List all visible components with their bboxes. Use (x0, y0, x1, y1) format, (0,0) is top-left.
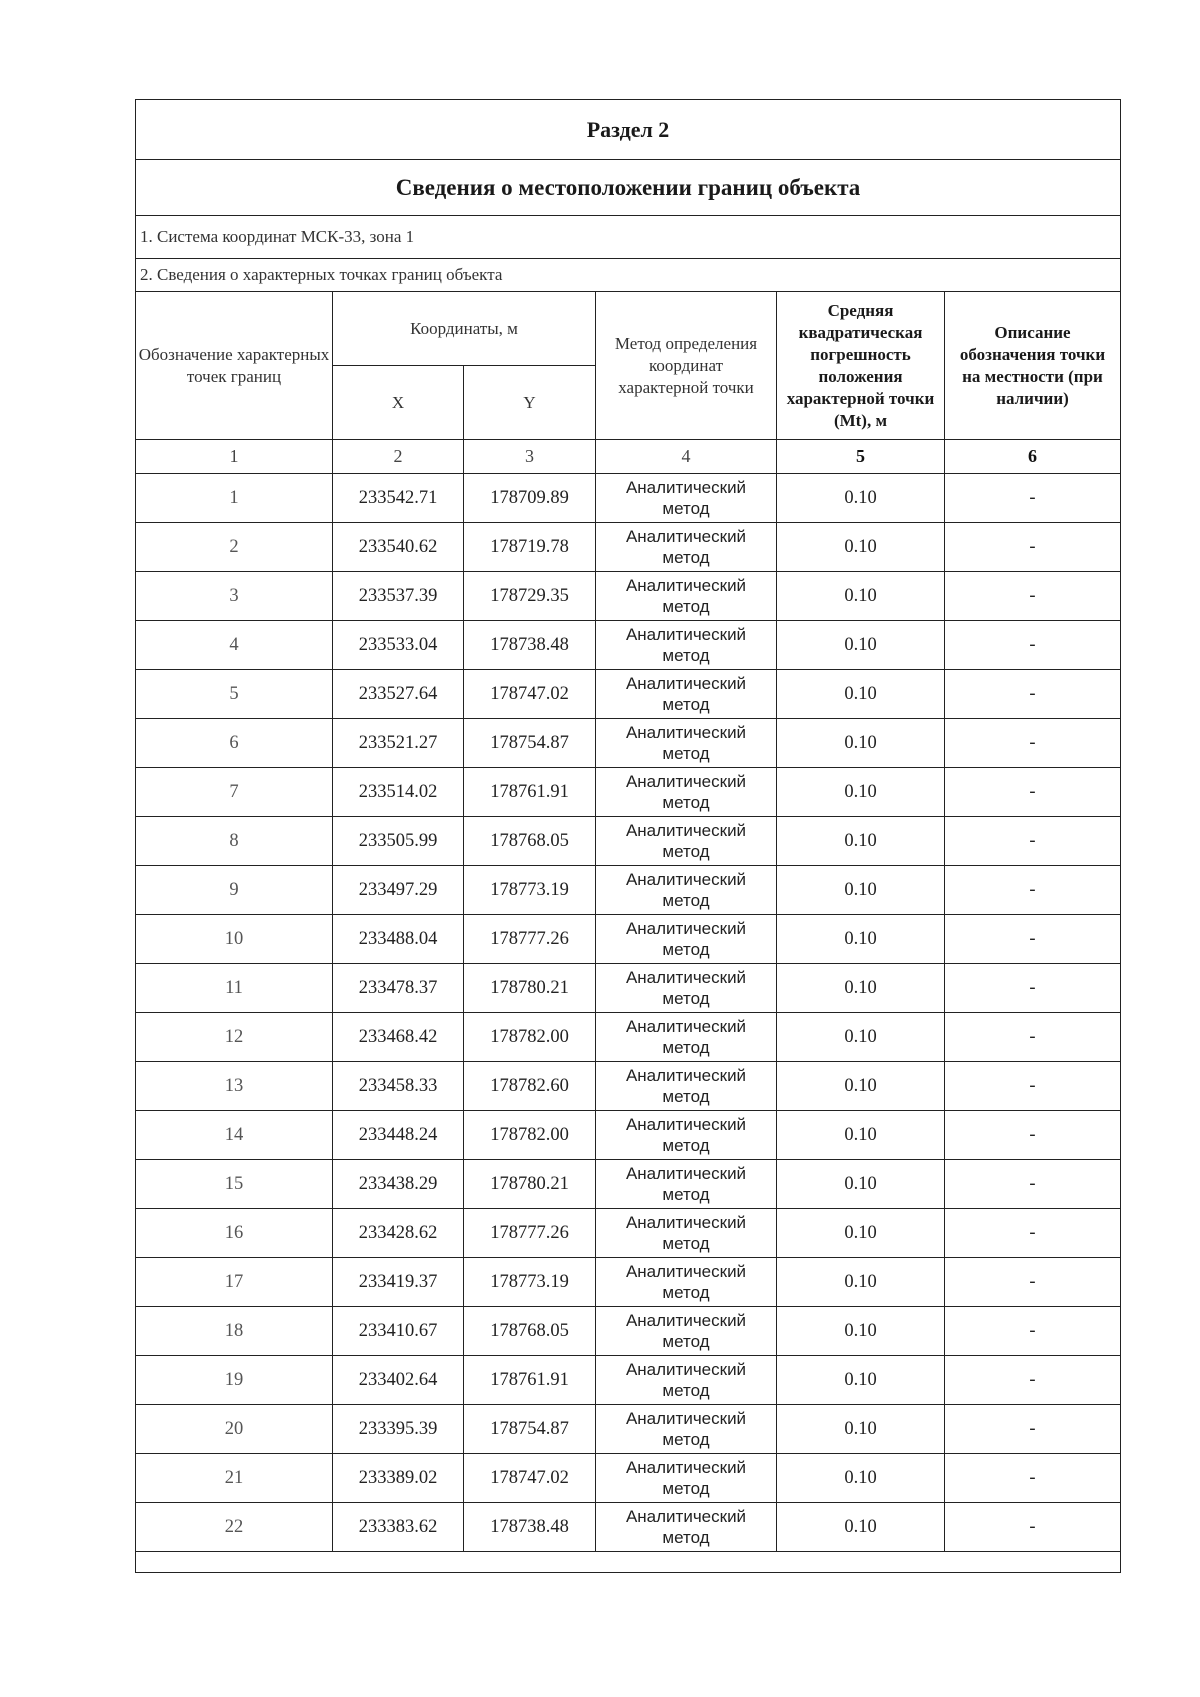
error-cell: 0.10 (777, 670, 945, 719)
point-number: 22 (136, 1503, 333, 1552)
table-row (136, 1307, 1121, 1356)
coord-x: 233478.37 (333, 964, 464, 1013)
point-number: 19 (136, 1356, 333, 1405)
point-number: 4 (136, 621, 333, 670)
table-row (136, 1503, 1121, 1552)
method-cell: Аналитический метод (596, 1258, 777, 1307)
table-row (136, 572, 1121, 621)
table-row (136, 866, 1121, 915)
method-cell: Аналитический метод (596, 866, 777, 915)
coord-x: 233402.64 (333, 1356, 464, 1405)
coord-x: 233468.42 (333, 1013, 464, 1062)
error-cell: 0.10 (777, 523, 945, 572)
point-number: 14 (136, 1111, 333, 1160)
col-number: 4 (596, 440, 777, 474)
point-number: 16 (136, 1209, 333, 1258)
method-cell: Аналитический метод (596, 1062, 777, 1111)
coord-y: 178777.26 (464, 915, 596, 964)
coord-x: 233540.62 (333, 523, 464, 572)
coord-y: 178709.89 (464, 474, 596, 523)
table-row (136, 523, 1121, 572)
error-cell: 0.10 (777, 1160, 945, 1209)
col-number: 1 (136, 440, 333, 474)
error-cell: 0.10 (777, 474, 945, 523)
error-cell: 0.10 (777, 1356, 945, 1405)
coord-x: 233542.71 (333, 474, 464, 523)
description-cell: - (945, 1062, 1121, 1111)
coord-x: 233521.27 (333, 719, 464, 768)
header-designation: Обозначение характерных точек границ (136, 292, 333, 440)
point-number: 21 (136, 1454, 333, 1503)
point-number: 9 (136, 866, 333, 915)
description-cell: - (945, 1356, 1121, 1405)
point-number: 7 (136, 768, 333, 817)
document-sheet (135, 99, 1120, 1573)
coord-y: 178768.05 (464, 1307, 596, 1356)
point-number: 2 (136, 523, 333, 572)
point-number: 12 (136, 1013, 333, 1062)
method-cell: Аналитический метод (596, 1307, 777, 1356)
coord-y: 178754.87 (464, 719, 596, 768)
method-cell: Аналитический метод (596, 817, 777, 866)
error-cell: 0.10 (777, 1111, 945, 1160)
table-row (136, 1062, 1121, 1111)
table-row (136, 1405, 1121, 1454)
coord-y: 178738.48 (464, 621, 596, 670)
error-cell: 0.10 (777, 915, 945, 964)
coord-y: 178782.60 (464, 1062, 596, 1111)
point-number: 11 (136, 964, 333, 1013)
error-cell: 0.10 (777, 1405, 945, 1454)
error-cell: 0.10 (777, 1062, 945, 1111)
coord-x: 233527.64 (333, 670, 464, 719)
boundary-table (135, 99, 1121, 1573)
coord-y: 178719.78 (464, 523, 596, 572)
table-row (136, 1356, 1121, 1405)
coord-y: 178729.35 (464, 572, 596, 621)
description-cell: - (945, 1258, 1121, 1307)
coord-x: 233488.04 (333, 915, 464, 964)
error-cell: 0.10 (777, 1503, 945, 1552)
document-subtitle: Сведения о местоположении границ объекта (136, 160, 1121, 216)
col-number: 3 (464, 440, 596, 474)
point-number: 17 (136, 1258, 333, 1307)
error-cell: 0.10 (777, 719, 945, 768)
coord-x: 233537.39 (333, 572, 464, 621)
method-cell: Аналитический метод (596, 1454, 777, 1503)
coord-x: 233448.24 (333, 1111, 464, 1160)
column-numbers-row (136, 440, 1121, 474)
table-row (136, 1209, 1121, 1258)
point-number: 20 (136, 1405, 333, 1454)
coord-x: 233514.02 (333, 768, 464, 817)
description-cell: - (945, 719, 1121, 768)
coord-y: 178738.48 (464, 1503, 596, 1552)
coord-y: 178768.05 (464, 817, 596, 866)
method-cell: Аналитический метод (596, 621, 777, 670)
coord-x: 233533.04 (333, 621, 464, 670)
coord-y: 178754.87 (464, 1405, 596, 1454)
description-cell: - (945, 474, 1121, 523)
table-row (136, 768, 1121, 817)
method-cell: Аналитический метод (596, 915, 777, 964)
method-cell: Аналитический метод (596, 719, 777, 768)
coord-x: 233428.62 (333, 1209, 464, 1258)
header-error: Средняя квадратическая погрешность положения характерной точки (Mt), м (777, 292, 945, 440)
points-info: 2. Сведения о характерных точках границ объекта (136, 259, 1121, 292)
description-cell: - (945, 964, 1121, 1013)
description-cell: - (945, 1111, 1121, 1160)
description-cell: - (945, 1013, 1121, 1062)
point-number: 18 (136, 1307, 333, 1356)
coord-x: 233410.67 (333, 1307, 464, 1356)
header-coordinates: Координаты, м (333, 292, 596, 366)
point-number: 10 (136, 915, 333, 964)
point-number: 6 (136, 719, 333, 768)
description-cell: - (945, 768, 1121, 817)
method-cell: Аналитический метод (596, 964, 777, 1013)
section-title: Раздел 2 (136, 100, 1121, 160)
method-cell: Аналитический метод (596, 1111, 777, 1160)
empty-cell (136, 1552, 1121, 1573)
error-cell: 0.10 (777, 1307, 945, 1356)
header-description: Описание обозначения точки на местности (при наличии) (945, 292, 1121, 440)
col-number: 6 (945, 440, 1121, 474)
method-cell: Аналитический метод (596, 474, 777, 523)
table-row (136, 1454, 1121, 1503)
coord-y: 178761.91 (464, 768, 596, 817)
coord-y: 178777.26 (464, 1209, 596, 1258)
table-row (136, 1013, 1121, 1062)
error-cell: 0.10 (777, 1454, 945, 1503)
description-cell: - (945, 1454, 1121, 1503)
method-cell: Аналитический метод (596, 1356, 777, 1405)
header-x: X (333, 366, 464, 440)
error-cell: 0.10 (777, 964, 945, 1013)
point-number: 13 (136, 1062, 333, 1111)
method-cell: Аналитический метод (596, 523, 777, 572)
table-row (136, 670, 1121, 719)
table-tail-row (136, 1552, 1121, 1573)
coord-y: 178782.00 (464, 1013, 596, 1062)
coord-x: 233389.02 (333, 1454, 464, 1503)
coord-x: 233458.33 (333, 1062, 464, 1111)
table-row (136, 817, 1121, 866)
description-cell: - (945, 1160, 1121, 1209)
coord-x: 233419.37 (333, 1258, 464, 1307)
table-row (136, 1258, 1121, 1307)
error-cell: 0.10 (777, 1013, 945, 1062)
error-cell: 0.10 (777, 1258, 945, 1307)
description-cell: - (945, 915, 1121, 964)
point-number: 3 (136, 572, 333, 621)
error-cell: 0.10 (777, 866, 945, 915)
coord-y: 178773.19 (464, 1258, 596, 1307)
header-method: Метод определения координат характерной точки (596, 292, 777, 440)
error-cell: 0.10 (777, 621, 945, 670)
table-row (136, 621, 1121, 670)
table-row (136, 964, 1121, 1013)
description-cell: - (945, 866, 1121, 915)
coord-y: 178782.00 (464, 1111, 596, 1160)
description-cell: - (945, 572, 1121, 621)
coord-x: 233438.29 (333, 1160, 464, 1209)
error-cell: 0.10 (777, 1209, 945, 1258)
method-cell: Аналитический метод (596, 768, 777, 817)
header-y: Y (464, 366, 596, 440)
table-row (136, 915, 1121, 964)
point-number: 5 (136, 670, 333, 719)
coord-x: 233505.99 (333, 817, 464, 866)
description-cell: - (945, 817, 1121, 866)
coordinate-system: 1. Система координат МСК-33, зона 1 (136, 216, 1121, 259)
description-cell: - (945, 670, 1121, 719)
description-cell: - (945, 621, 1121, 670)
error-cell: 0.10 (777, 768, 945, 817)
table-row (136, 1111, 1121, 1160)
coord-x: 233497.29 (333, 866, 464, 915)
col-number: 5 (777, 440, 945, 474)
method-cell: Аналитический метод (596, 1503, 777, 1552)
description-cell: - (945, 1209, 1121, 1258)
coord-y: 178747.02 (464, 1454, 596, 1503)
method-cell: Аналитический метод (596, 670, 777, 719)
table-row (136, 719, 1121, 768)
point-number: 15 (136, 1160, 333, 1209)
coord-y: 178773.19 (464, 866, 596, 915)
coord-y: 178780.21 (464, 964, 596, 1013)
method-cell: Аналитический метод (596, 1209, 777, 1258)
method-cell: Аналитический метод (596, 1405, 777, 1454)
col-number: 2 (333, 440, 464, 474)
description-cell: - (945, 523, 1121, 572)
coord-y: 178747.02 (464, 670, 596, 719)
point-number: 1 (136, 474, 333, 523)
point-number: 8 (136, 817, 333, 866)
coord-y: 178780.21 (464, 1160, 596, 1209)
coord-y: 178761.91 (464, 1356, 596, 1405)
coord-x: 233383.62 (333, 1503, 464, 1552)
coord-x: 233395.39 (333, 1405, 464, 1454)
description-cell: - (945, 1307, 1121, 1356)
error-cell: 0.10 (777, 817, 945, 866)
table-row (136, 474, 1121, 523)
table-row (136, 1160, 1121, 1209)
method-cell: Аналитический метод (596, 572, 777, 621)
method-cell: Аналитический метод (596, 1160, 777, 1209)
error-cell: 0.10 (777, 572, 945, 621)
description-cell: - (945, 1405, 1121, 1454)
method-cell: Аналитический метод (596, 1013, 777, 1062)
description-cell: - (945, 1503, 1121, 1552)
